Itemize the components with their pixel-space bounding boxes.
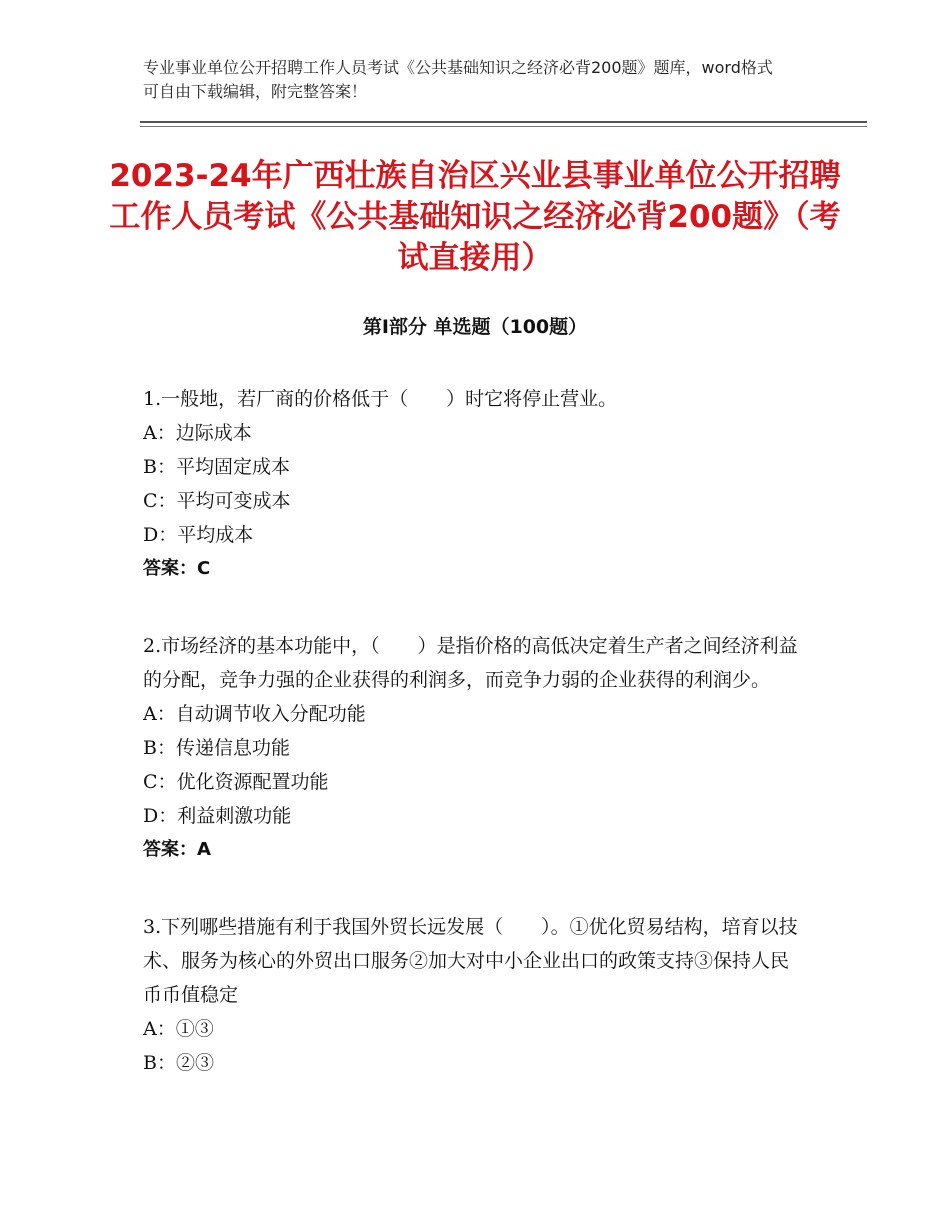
question-stem: 1.一般地，若厂商的价格低于（ ）时它将停止营业。 (143, 388, 618, 410)
option-a: A：自动调节收入分配功能 (143, 703, 366, 725)
question-list (143, 382, 803, 1123)
section-title: 第Ⅰ部分 单选题（100题） (362, 316, 588, 338)
document-title: 2023-24年广西壮族自治区兴业县事业单位公开招聘工作人员考试《公共基础知识之经济必背200题》（考试直接用） (109, 158, 841, 276)
option-b: B：传递信息功能 (143, 737, 290, 759)
header-rule-thick (140, 121, 867, 123)
answer: 答案：C (143, 558, 211, 579)
question-stem: 3.下列哪些措施有利于我国外贸长远发展（ ）。①优化贸易结构，培育以技术、服务为核心的外贸出口服务②加大对中小企业出口的政策支持③保持人民币币值稳定 (143, 916, 798, 1006)
option-d: D：利益刺激功能 (143, 805, 292, 827)
header-note: 专业事业单位公开招聘工作人员考试《公共基础知识之经济必背200题》题库，word格式可自由下载编辑，附完整答案！ (143, 58, 773, 101)
option-b: B：平均固定成本 (143, 456, 290, 478)
option-a: A：边际成本 (143, 422, 252, 444)
question-1 (143, 382, 803, 586)
option-c: C：平均可变成本 (143, 490, 291, 512)
question-2 (143, 629, 803, 867)
option-c: C：优化资源配置功能 (143, 771, 329, 793)
answer: 答案：A (143, 839, 211, 860)
option-a: A：①③ (143, 1018, 214, 1040)
question-3 (143, 910, 803, 1080)
option-b: B：②③ (143, 1052, 214, 1074)
question-stem: 2.市场经济的基本功能中，（ ）是指价格的高低决定着生产者之间经济利益的分配，竞争力强的企业获得的利润多，而竞争力弱的企业获得的利润少。 (143, 635, 798, 691)
option-d: D：平均成本 (143, 524, 254, 546)
header-rule-thin (140, 126, 867, 127)
